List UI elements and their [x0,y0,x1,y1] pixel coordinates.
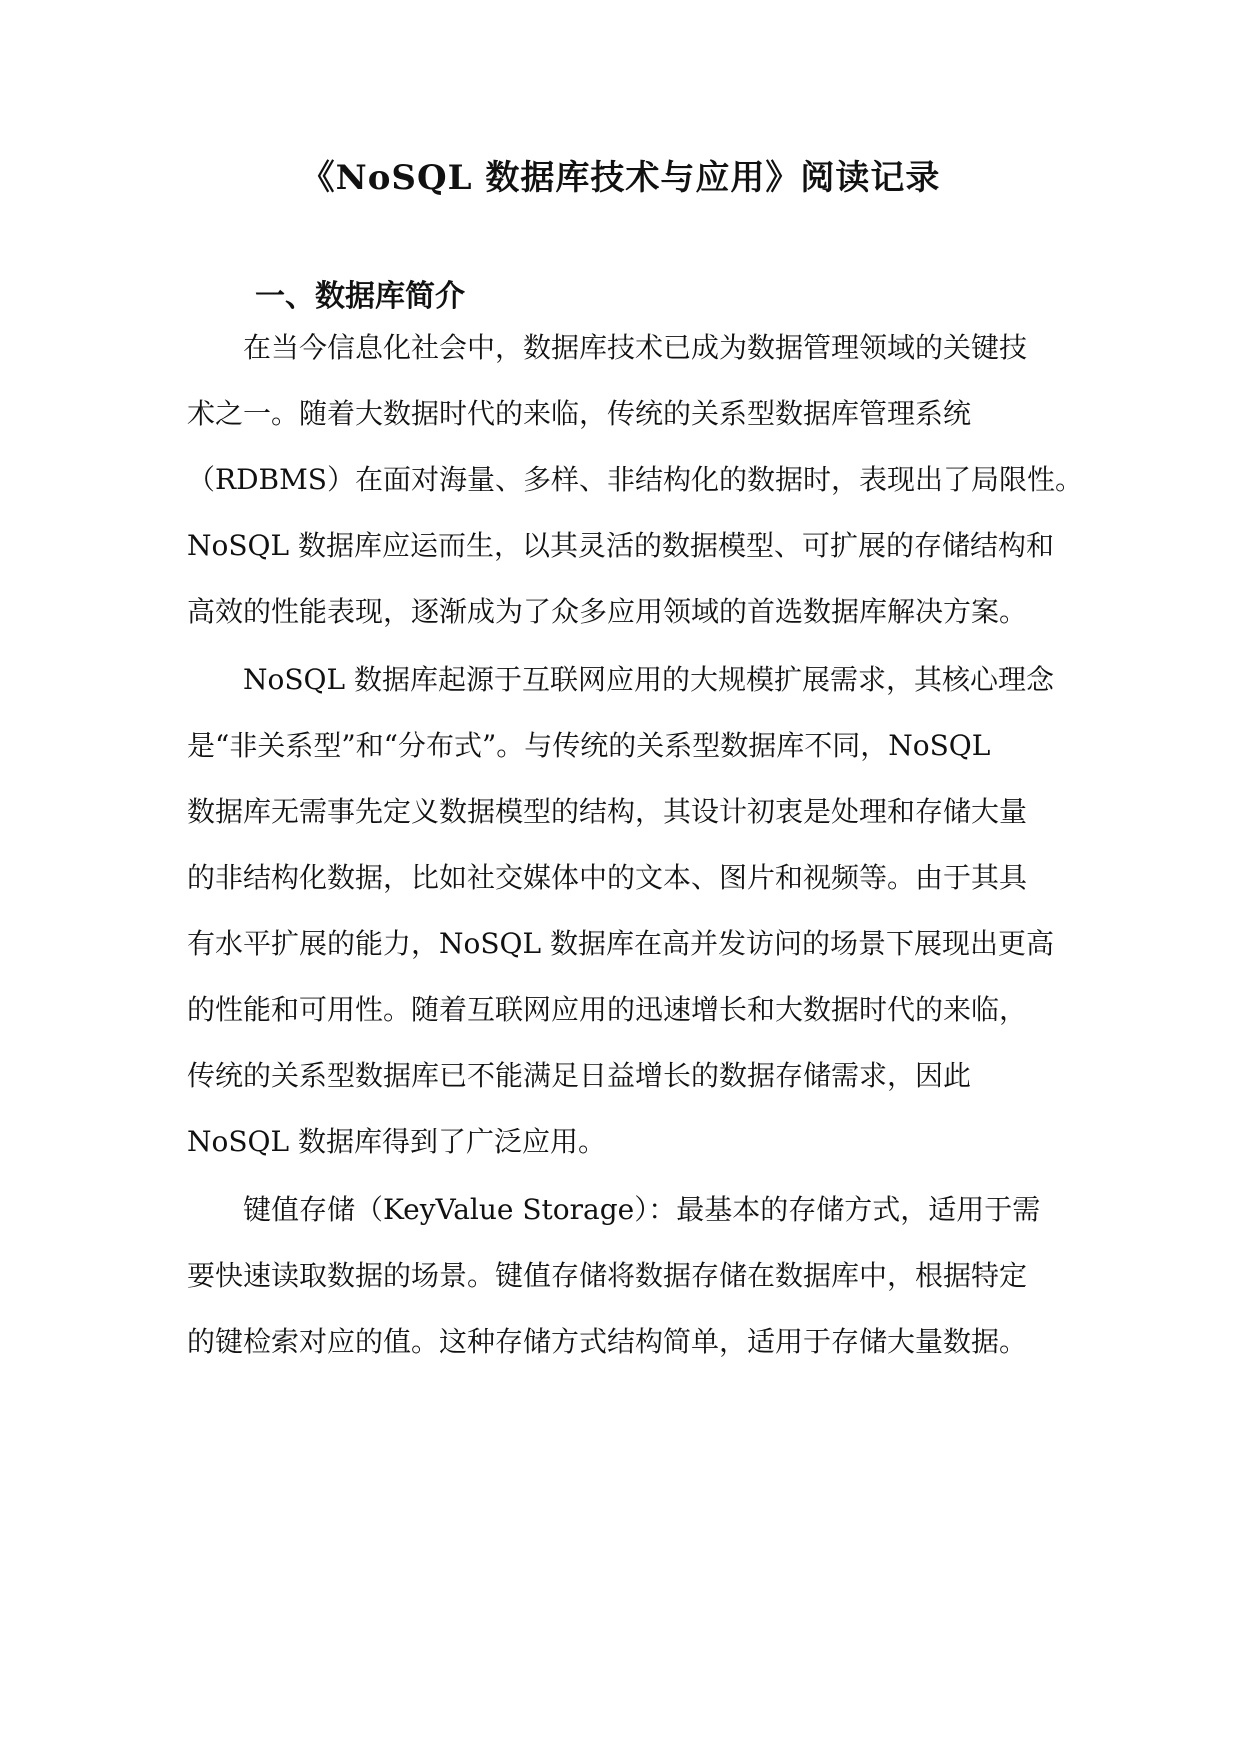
paragraph-line: NoSQL 数据库起源于互联网应用的大规模扩展需求，其核心理念 [243,663,1054,696]
paragraph-line: NoSQL 数据库应运而生，以其灵活的数据模型、可扩展的存储结构和 [187,529,1054,562]
paragraph-line: （RDBMS）在面对海量、多样、非结构化的数据时，表现出了局限性。 [187,463,1083,496]
paragraph-line: 在当今信息化社会中，数据库技术已成为数据管理领域的关键技 [243,331,1028,364]
paragraph-line: 数据库无需事先定义数据模型的结构，其设计初衷是处理和存储大量 [187,795,1028,828]
paragraph-line: 的性能和可用性。随着互联网应用的迅速增长和大数据时代的来临， [187,993,1028,1026]
paragraph-line: 术之一。随着大数据时代的来临，传统的关系型数据库管理系统 [187,397,972,430]
paragraph-line: 的键检索对应的值。这种存储方式结构简单，适用于存储大量数据。 [187,1325,1028,1358]
paragraph-line: 高效的性能表现，逐渐成为了众多应用领域的首选数据库解决方案。 [187,595,1028,628]
paragraph-line: 要快速读取数据的场景。键值存储将数据存储在数据库中，根据特定 [187,1259,1028,1292]
paragraph-line: 传统的关系型数据库已不能满足日益增长的数据存储需求，因此 [187,1059,972,1092]
paragraph-line: 有水平扩展的能力，NoSQL 数据库在高并发访问的场景下展现出更高 [187,927,1054,960]
paragraph-line: 键值存储（KeyValue Storage）：最基本的存储方式，适用于需 [243,1193,1041,1226]
paragraph-line: NoSQL 数据库得到了广泛应用。 [187,1125,606,1158]
section-heading: 一、数据库简介 [255,279,465,314]
document-title: 《NoSQL 数据库技术与应用》阅读记录 [300,158,941,198]
paragraph-line: 的非结构化数据，比如社交媒体中的文本、图片和视频等。由于其具 [187,861,1028,894]
paragraph-line: 是“非关系型”和“分布式”。与传统的关系型数据库不同，NoSQL [187,729,991,762]
